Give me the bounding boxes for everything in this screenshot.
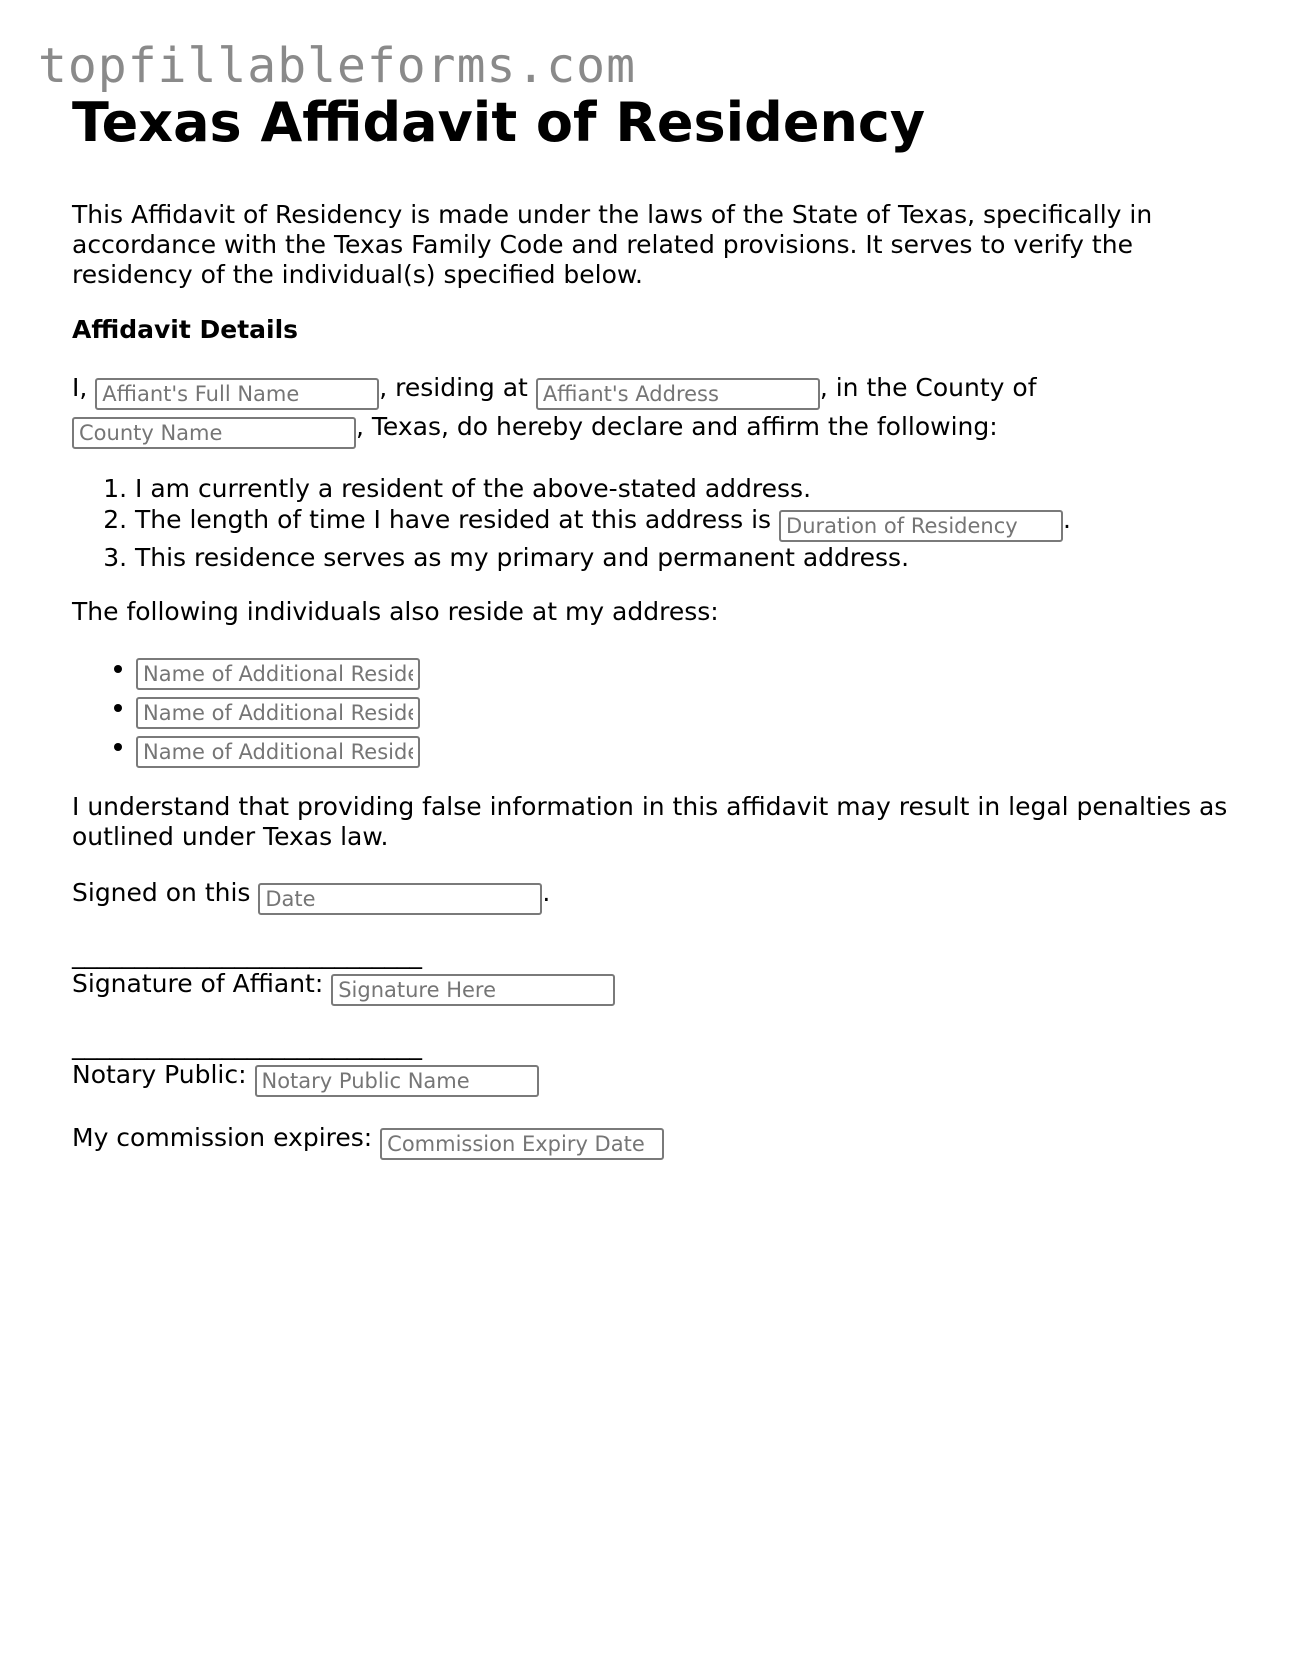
- statement-item-3: [135, 542, 1232, 573]
- signed-prefix: Signed on this: [72, 878, 259, 907]
- signature-line: ____________________________: [72, 940, 422, 969]
- statement-text-1: I am currently a resident of the above-stated address.: [135, 474, 812, 503]
- declaration-suffix: , Texas, do hereby declare and affirm the following:: [356, 412, 998, 441]
- county-name-input[interactable]: [72, 417, 356, 449]
- list-item: [136, 690, 1232, 729]
- intro-paragraph: This Affidavit of Residency is made under the laws of the State of Texas, specifically in accordance with the Texas Family Code and related provisions. It serves to verify the residency of the individual(s) specified below.: [72, 200, 1153, 289]
- residing-text: , residing at: [379, 373, 536, 402]
- commission-row: [72, 1121, 1232, 1160]
- details-heading: Affidavit Details: [72, 315, 299, 344]
- statement-item-1: [135, 473, 1232, 504]
- statement-text-3: This residence serves as my primary and permanent address.: [135, 543, 910, 572]
- penalty-paragraph: I understand that providing false information in this affidavit may result in legal penalties as outlined under Texas law.: [72, 792, 1228, 851]
- signature-label: Signature of Affiant:: [72, 969, 332, 998]
- statement-item-2: [135, 504, 1232, 542]
- notary-row: [72, 1058, 1232, 1097]
- additional-resident-input[interactable]: [136, 658, 420, 690]
- signature-input[interactable]: [331, 974, 615, 1006]
- commission-expiry-input[interactable]: [380, 1128, 664, 1160]
- commission-label: My commission expires:: [72, 1123, 381, 1152]
- date-input[interactable]: [258, 883, 542, 915]
- county-text: , in the County of: [819, 373, 1037, 402]
- list-item: [136, 729, 1232, 768]
- list-item: [136, 651, 1232, 690]
- statement-list: [72, 473, 1232, 573]
- affiant-address-input[interactable]: [536, 378, 820, 410]
- signed-row: [72, 876, 1232, 915]
- page-title: Texas Affidavit of Residency: [72, 91, 926, 154]
- additional-residents-list: [72, 651, 1232, 768]
- notary-line: ____________________________: [72, 1031, 422, 1060]
- declaration-prefix: I,: [72, 373, 96, 402]
- residents-intro: The following individuals also reside at my address:: [72, 597, 719, 626]
- statement-suffix-2: .: [1063, 505, 1071, 534]
- watermark: topfillableforms.com: [38, 38, 636, 94]
- notary-label: Notary Public:: [72, 1060, 255, 1089]
- declaration-paragraph: [72, 371, 1232, 449]
- notary-name-input[interactable]: [255, 1065, 539, 1097]
- signed-suffix: .: [542, 878, 551, 907]
- additional-resident-input[interactable]: [136, 736, 420, 768]
- statement-text-2: The length of time I have resided at this address is: [135, 505, 780, 534]
- additional-resident-input[interactable]: [136, 697, 420, 729]
- signature-row: [72, 967, 1232, 1006]
- duration-input[interactable]: [779, 510, 1063, 542]
- affidavit-form: [72, 88, 1232, 1160]
- affiant-name-input[interactable]: [95, 378, 379, 410]
